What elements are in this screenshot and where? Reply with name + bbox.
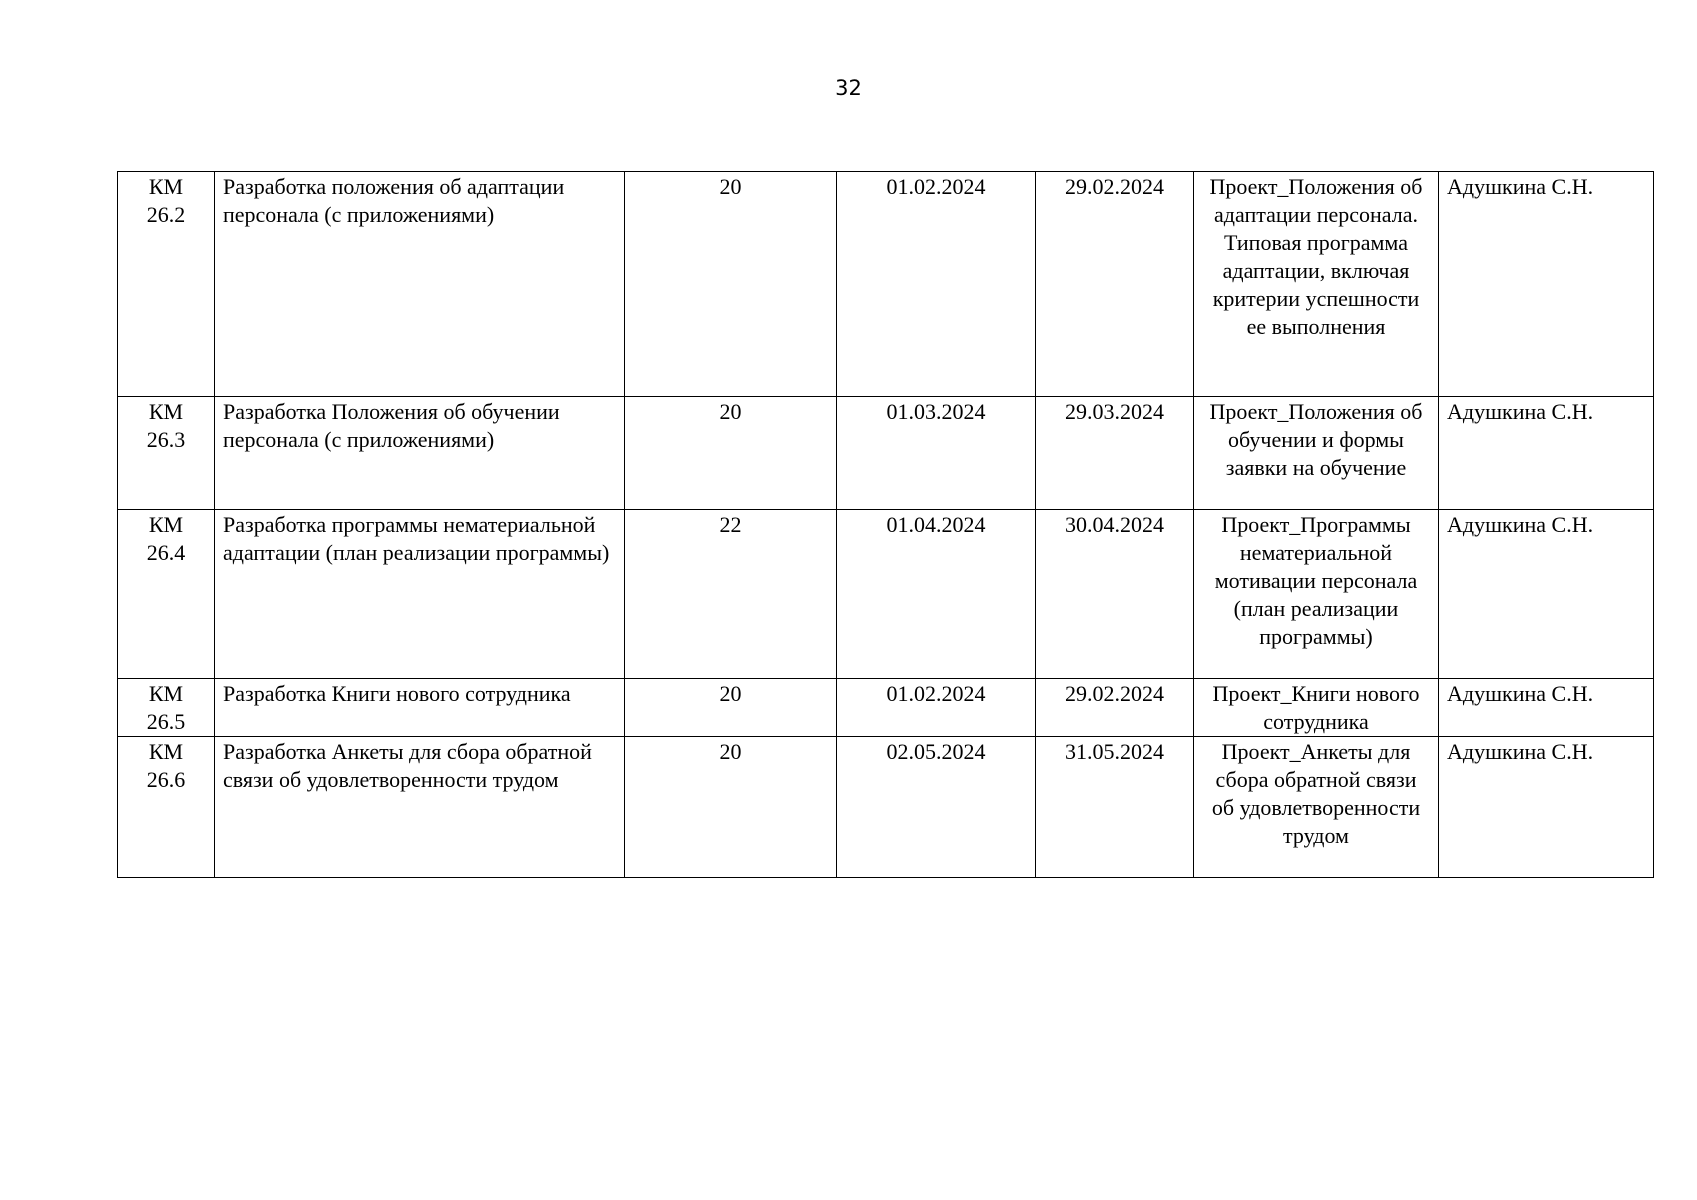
table-row — [118, 397, 1654, 510]
cell-responsible: Адушкина С.Н. — [1439, 397, 1654, 510]
cell-result: Проект_Положения об обучении и формы заявки на обучение — [1194, 397, 1439, 510]
cell-start-date: 01.04.2024 — [837, 510, 1036, 679]
code-prefix: КМ — [148, 739, 184, 764]
code-number: 26.4 — [146, 540, 186, 565]
cell-days: 20 — [625, 679, 837, 737]
cell-responsible: Адушкина С.Н. — [1439, 737, 1654, 878]
code-number: 26.5 — [146, 709, 186, 734]
code-number: 26.6 — [146, 767, 186, 792]
cell-start-date: 01.02.2024 — [837, 172, 1036, 397]
code-prefix: КМ — [148, 399, 184, 424]
cell-start-date: 02.05.2024 — [837, 737, 1036, 878]
code-prefix: КМ — [148, 681, 184, 706]
cell-start-date: 01.02.2024 — [837, 679, 1036, 737]
cell-result: Проект_Анкеты для сбора обратной связи об удовлетворенности трудом — [1194, 737, 1439, 878]
cell-responsible: Адушкина С.Н. — [1439, 510, 1654, 679]
cell-result: Проект_Программы нематериальной мотивации персонала (план реализации программы) — [1194, 510, 1439, 679]
cell-result: Проект_Книги нового сотрудника — [1194, 679, 1439, 737]
cell-end-date: 29.02.2024 — [1036, 172, 1194, 397]
table-row — [118, 510, 1654, 679]
page-number: 32 — [835, 76, 862, 100]
cell-code — [118, 679, 215, 737]
cell-start-date: 01.03.2024 — [837, 397, 1036, 510]
cell-result: Проект_Положения об адаптации персонала. Типовая программа адаптации, включая критерии успешности ее выполнения — [1194, 172, 1439, 397]
cell-code — [118, 510, 215, 679]
cell-code — [118, 397, 215, 510]
cell-title: Разработка программы нематериальной адаптации (план реализации программы) — [215, 510, 625, 679]
cell-title: Разработка Анкеты для сбора обратной связи об удовлетворенности трудом — [215, 737, 625, 878]
code-prefix: КМ — [148, 512, 184, 537]
cell-end-date: 31.05.2024 — [1036, 737, 1194, 878]
cell-end-date: 29.03.2024 — [1036, 397, 1194, 510]
cell-title: Разработка положения об адаптации персонала (с приложениями) — [215, 172, 625, 397]
table-row — [118, 172, 1654, 397]
cell-code — [118, 172, 215, 397]
code-number: 26.2 — [146, 202, 186, 227]
cell-end-date: 29.02.2024 — [1036, 679, 1194, 737]
cell-title: Разработка Положения об обучении персонала (с приложениями) — [215, 397, 625, 510]
cell-responsible: Адушкина С.Н. — [1439, 679, 1654, 737]
cell-responsible: Адушкина С.Н. — [1439, 172, 1654, 397]
code-number: 26.3 — [146, 427, 186, 452]
cell-days: 20 — [625, 737, 837, 878]
cell-title: Разработка Книги нового сотрудника — [215, 679, 625, 737]
table-row — [118, 737, 1654, 878]
plan-table — [117, 171, 1654, 878]
cell-code — [118, 737, 215, 878]
table-row — [118, 679, 1654, 737]
cell-days: 22 — [625, 510, 837, 679]
code-prefix: КМ — [148, 174, 184, 199]
cell-days: 20 — [625, 397, 837, 510]
cell-days: 20 — [625, 172, 837, 397]
cell-end-date: 30.04.2024 — [1036, 510, 1194, 679]
